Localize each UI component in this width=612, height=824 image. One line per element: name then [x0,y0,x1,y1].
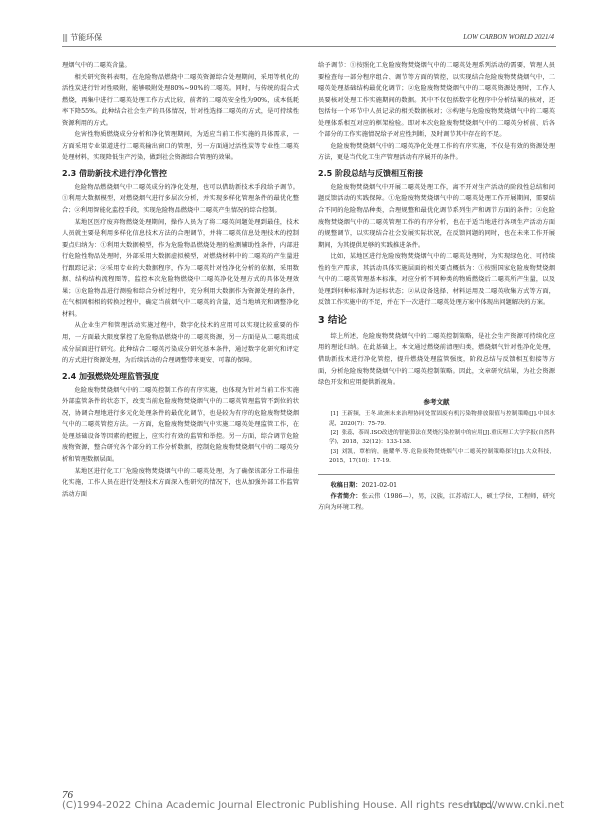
reference-text: 王新频，王冬.欧洲未来治理协同处置固废有机污染物排放限值与控制策略[J].中国水泥，2020(7)：75-79. [329,411,555,427]
copyright-text: (C)1994-2022 China Academic Journal Electronic Publishing House. All rights reserved. [62,800,495,811]
section-heading-2-3: 2.3 借助新技术进行净化管控 [62,168,167,178]
section-heading-2-5: 2.5 阶段总结与反馈相互衔接 [318,168,423,178]
reference-number: [1] [330,411,339,418]
reference-item [318,448,555,467]
paragraph: 给予调节：①按照化工危险废物焚烧烟气中的二噁英处理系列活动的需要，管理人员要检查每一部分程序组合、调节等方面的管控，以实现结合危险废物焚烧烟气中，二噁英处理基础结构最优化调节；②危险废物焚烧烟气中的二噁英资源处理时，工作人员要核对处理工作实施期间的数据。其中不仅包括数字化程序中分析结果的核对，还包括每一个环节中人员记录的相关数据核对；③构建与危险废物焚烧烟气中的二噁英处理体系相互对应的框架检验。即对本次危险废物焚烧烟气中的二噁英分析前、后各个部分的工作实施情况给予对应性判断，及时调节其中存在的不足。 [318,62,555,139]
page-number: 76 [62,789,73,801]
author-value: 张云伟（1986—），男，汉族，江苏靖江人，硕士学位，工程师，研究方向为环境工程。 [318,492,556,511]
paragraph: 相关研究资料表明，在危险物品燃烧中二噁英资源综合处理期间，采用等机化的活性炭进行针对性吸附，能够吸附处理80%~90%的二噁英。同时，与传统的混合式燃烧，再集中进行二噁英处理工作方式比较，前者的二噁英安全性为90%，成本低耗率下降55%。此种结合社会生产的具体情况，针对性选择二噁英的方式，是可持续性资源利用的方式。 [62,73,299,127]
paragraph: 理烟气中的二噁英含量。 [62,62,131,69]
running-header-right: LOW CARBON WORLD 2021/4 [463,33,554,41]
reference-item [318,429,555,448]
reference-text: 张蕊，茶周.ISO改进的智能算法在焚烧污染控制中的应用[J].重庆理工大学学报(自然科学)，2018，32(12)：133-138. [329,430,555,446]
section-heading-conclusion: 3 结论 [318,314,347,326]
paragraph: 危险物品燃烧烟气中二噁英成分的净化处理，也可以借助新技术手段给予调节。①利用大数据模型，对燃烧烟气进行多层次分析，并实现多样化管理条件的最优化整合；②利用智能化监控手段，实现危险物品燃烧中二噁英产生情况的综合控制。 [62,183,299,215]
author-bio [318,491,555,513]
paragraph: 从企业生产和管理活动实施过程中，数字化技术的应用可以实现比较重要的作用，一方面最大限度掌控了危险物品燃烧中的二噁英资源，另一方面是从二噁英组成成分层面进行研究。此种结合二噁英污染成分研究基本条件，通过数字化研究和评定的方式进行资源处理，为后续活动的合理调整带来更安、可靠的保障。 [62,322,299,365]
cnki-link[interactable]: http://www.cnki.net [466,800,564,811]
paragraph: 某地区医疗废弃物燃烧处理期间，操作人员为了将二噁英问题处理到最佳，技术人员就主要是利用多样化信息技术方法的合理调节，并将二噁英信息处理技术的控制要点归纳为：①利用大数据模型，作为危险物品燃烧处理的检测辅助性条件，内部进行危险性物品处理时，外部采用大数据虚拟模型，对燃烧材料中的二噁英的产生量进行跟踪记录；②采用专业的大数据程序，作为二噁英针对性净化分析的依据，采用数据、结构结构流程图等，监控本次危险物燃烧中二噁英净化处理方式的具体处理效果；③危险物品进行测验和综合分析过程中，充分利用大数据作为资源处理的条件，在气相固相相的转换过程中，确定当前烟气中二噁英的含量，适当地填充和调整净化材料。 [62,218,299,318]
references-title: 参考文献 [423,397,450,406]
reference-item [318,410,555,429]
left-column [62,60,299,500]
received-value: 2021-02-01 [361,481,398,489]
paragraph: 危害性物质燃烧成分分析和净化管理期间，为适应当前工作实施的具体需求，一方面采用专业渠道进行二噁英输出窗口的管理，另一方面通过活性炭等专业性二噁英处理材料，实现降低生产污染，做到社会资源综合管理的效果。 [62,131,299,162]
header-bar-icon: ||| [62,33,68,42]
running-header-left [62,32,102,43]
header-divider [62,46,556,47]
footnote-divider [318,474,555,475]
paragraph: 综上所述，危险废物焚烧烟气中的二噁英控制策略，是社会生产资源可持续化应用的理论归纳。在此基础上，本文通过燃烧前清理归类，燃烧烟气针对性净化处理，借助新技术进行净化管控，提升燃烧处理监管强度，阶段总结与反馈相互衔接等方面，分析危险废物焚烧烟气中的二噁英控制策略。因此，文章研究结果，为社会资源绿色开发和应用提供新视角。 [318,332,555,387]
right-column [318,60,555,513]
reference-text: 刘凯，覃柏钧，施耀华.等.危险废物焚烧烟气中二噁英控制策略探讨[J].大众科技，2015，17(10)：17-19. [329,448,555,465]
journal-section-title: 节能环保 [70,33,103,42]
section-heading-2-4: 2.4 加强燃烧处理监管强度 [62,371,159,381]
reference-number: [2] [330,430,339,437]
author-label: 作者简介： [330,492,362,500]
paragraph: 比如，某地区进行危险废物焚烧烟气中的二噁英处理时，为实现绿色化、可持续性的生产需求，其活动具体实施层面的相关要点概括为：①按照国家危险废物焚烧烟气中的二噁英管理基本标准，对应分析不同种类的物质燃烧后二噁英所产生量，以及处理到何种标准时为运标状态；②从设备选择、材料运用及二噁英收集方式等方面，反馈工作实施中的不足，并在下一次进行二噁英处理方案中体现出问题解决的方案。 [318,253,555,307]
reference-number: [3] [330,448,339,455]
paragraph: 某地区进行化工厂危险废物焚烧烟气中的二噁英处理，为了确保该部分工作最佳化实施，工作人员在进行处理技术方面深入性研究的情况下，也从加强外部工作监管活动方面 [62,467,299,498]
paragraph: 危险废物焚烧烟气中开展二噁英处理工作，离不开对生产活动的阶段性总结和问题反馈活动的实践保障。①危险废物焚烧烟气中的二噁英处理工作开展期间，需要结合不同的危险物品种类，合理规整和最优化调节系列生产和调节方面的条件；②危险废物焚烧烟气中的二噁英管理工作的有序分析，也在于适当地进行各项生产活动方面的规整调节，以实现结合社会发展实际状况，在反馈问题的同时，也在未来工作开展期间，为其提供足够的实践推进条件。 [318,183,555,249]
received-date [318,480,555,491]
paragraph: 危险废物焚烧烟气中的二噁英控制工作的有序实施，也体现为针对当前工作实施外部监管条件的状态下，改变当前危险废物焚烧烟气中的二噁英管理监管不到位的状况，协调合理地进行多元化处理条件的最优化调节，也是较为有序的危险废物焚烧烟气中的二噁英管控方法。一方面，危险废物焚烧烟气中实施二噁英处理监管工作，在处理基础设备等因素的把握上，应实行有效的监管和举控。另一方面，综合调节危险废物资源，整合研究各个部分的工作分析数据，控制危险废物焚烧烟气中的二噁英分析和管理数据层面。 [62,386,299,463]
paragraph: 危险废物焚烧烟气中的二噁英净化处理工作的有序实施，不仅是有效的资源处理方法，更是当代化工生产管理活动有序展开的条件。 [318,142,555,162]
copyright-footer [62,800,564,811]
received-label: 收稿日期： [330,481,362,489]
